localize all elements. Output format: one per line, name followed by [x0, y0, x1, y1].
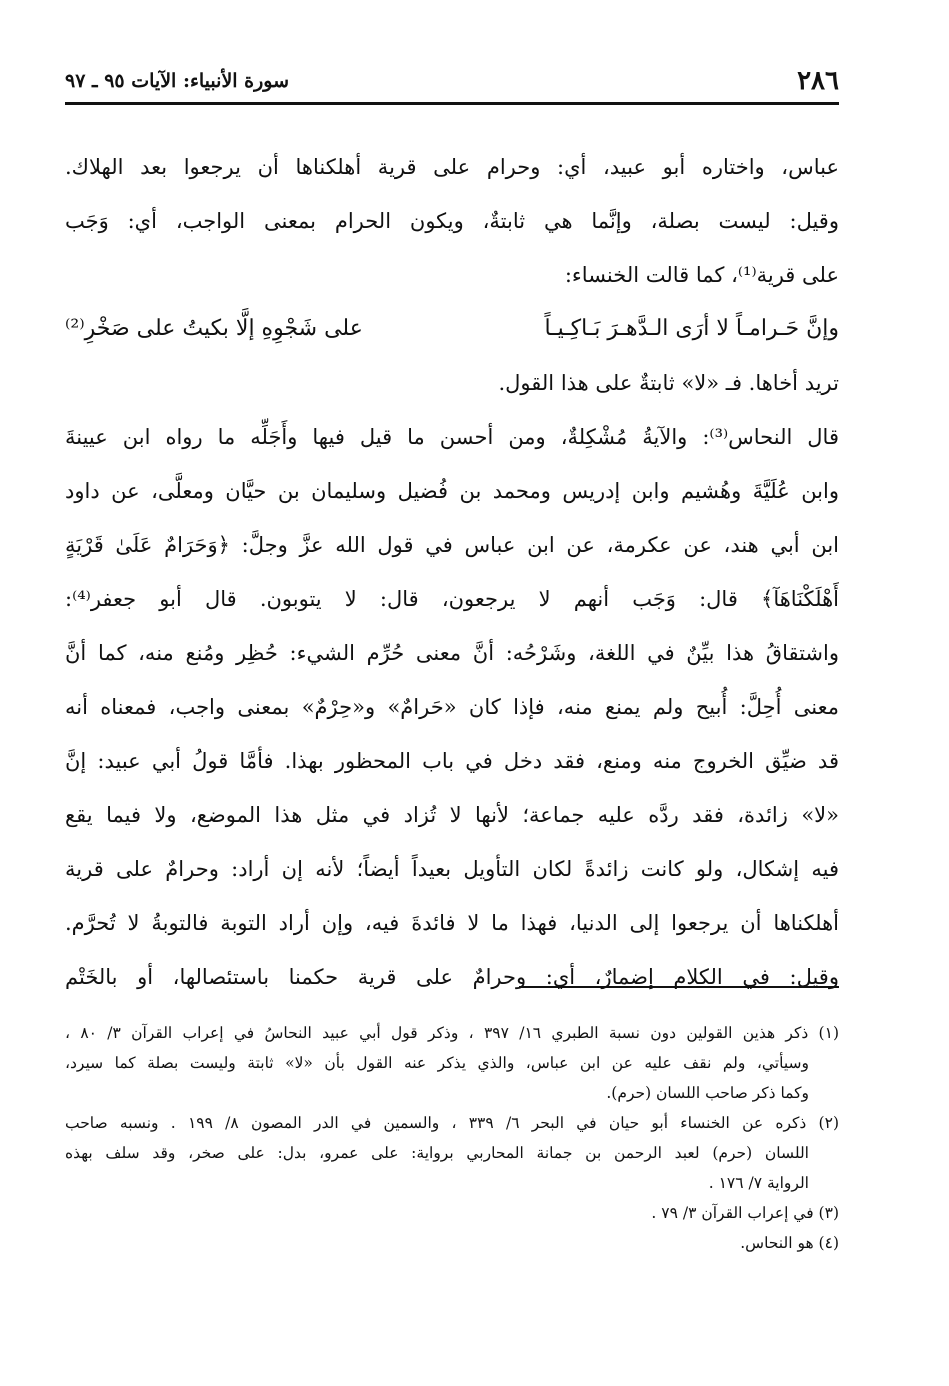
page-header: [65, 62, 839, 105]
footnote-separator: [519, 986, 839, 988]
footnote-line: (٣) في إعراب القرآن ٣/ ٧٩ .: [651, 1204, 839, 1222]
text-line: معنى أُحِلَّ: أُبيح ولم يمنع منه، فإذا كان «حَرامٌ» و«حِرْمٌ» بمعنى واجب، فمعناه أنه: [65, 695, 839, 719]
text-line: عباس، واختاره أبو عبيد، أي: وحرام على قرية أهلكناها أن يرجعوا بعد الهلاك.: [65, 155, 839, 179]
footnote-line: اللسان (حرم) لعبد الرحمن بن جمانة المحاربي برواية: على عمرو، بدل: على صخر، وقد سلف بهذه: [65, 1144, 809, 1162]
text-line: واشتقاقُ هذا بيِّنٌ في اللغة، وشَرْحُه: أنَّ معنى حُرِّم الشيء: حُظِر ومُنع منه، كما أنَّ: [65, 641, 839, 665]
text-line: وقيل: ليست بصلة، وإنَّما هي ثابتةٌ، ويكون الحرام بمعنى الواجب، أي: وَجَب: [65, 209, 839, 233]
verse-second-hemistich: على شَجْوِهِ إلَّا بكيتُ على صَخْرِ⁽²⁾: [65, 316, 363, 341]
text-line: فيه إشكال، ولو كانت زائدةً لكان التأويل بعيداً أيضاً؛ لأنه إن أراد: وحرامٌ على قرية: [65, 857, 839, 881]
text-line: وابن عُلَيَّةَ وهُشيم وابن إدريس ومحمد بن فُضيل وسليمان بن حيَّان ومعلَّى، عن داود: [65, 479, 839, 503]
footnote-line: وسيأتي، ولم نقف عليه عن ابن عباس، والذي يذكر عنه القول بأن «لا» ثابتة وليست بصلة كما سيرد،: [65, 1054, 809, 1072]
footnote-1: [65, 1018, 839, 1108]
main-text: [65, 140, 839, 1004]
footnote-4: [65, 1228, 839, 1258]
text-line: قد ضيِّق الخروج منه ومنع، فقد دخل في باب المحظور بهذا. فأمَّا قولُ أبي عبيد: إنَّ: [65, 749, 839, 773]
text-line: «لا» زائدة، فقد ردَّه عليه جماعة؛ لأنها لا تُزاد في مثل هذا الموضع، ولا فيما يقع: [65, 803, 839, 827]
text-line: أَهْلَكْنَاهَآ﴾ قال: وَجَب أنهم لا يرجعون، قال: لا يتوبون. قال أبو جعفر⁽⁴⁾:: [65, 587, 839, 611]
text-line: قال النحاس⁽³⁾: والآيةُ مُشْكِلةٌ، ومن أحسن ما قيل فيها وأَجَلِّه ما رواه ابن عيينةَ: [65, 425, 839, 449]
text-line: أهلكناها أن يرجعوا إلى الدنيا، فهذا ما لا فائدةَ فيه، وإن أراد التوبة فالتوبةُ لا تُحرَّم.: [65, 911, 839, 935]
footnotes: [65, 1018, 839, 1258]
text-line: ابن أبي هند، عن عكرمة، عن ابن عباس في قول الله عزَّ وجلَّ: ﴿وَحَرَامٌ عَلَىٰ قَرْيَةٍ: [65, 533, 839, 557]
text-line: وقيل: في الكلام إضمارٌ، أي: وحرامٌ على قرية حكمنا باستئصالها، أو بالخَتْم: [65, 965, 839, 989]
footnote-3: [65, 1198, 839, 1228]
footnote-line: (٢) ذكره عن الخنساء أبو حيان في البحر ٦/ ٣٣٩ ، والسمين في الدر المصون ٨/ ١٩٩ . ونسبه صاحب: [65, 1114, 839, 1132]
footnote-line: وكما ذكر صاحب اللسان (حرم).: [606, 1084, 809, 1102]
footnote-line: (١) ذكر هذين القولين دون نسبة الطبري ١٦/ ٣٩٧ ، وذكر قول أبي عبيد النحاسُ في إعراب القرآن ٣/ ٨٠ ،: [65, 1024, 839, 1042]
footnote-line: (٤) هو النحاس.: [740, 1234, 839, 1252]
verse-first-hemistich: وإنَّ حَـرامـاً لا أرَى الـدَّهـرَ بَـاكِـيـاً: [544, 316, 839, 341]
footnote-line: الرواية ٧/ ١٧٦ .: [708, 1174, 809, 1192]
page-number: ٢٨٦: [797, 66, 839, 96]
text-line: على قرية⁽¹⁾، كما قالت الخنساء:: [564, 263, 839, 287]
poetry-verse: [65, 302, 839, 356]
footnote-2: [65, 1108, 839, 1198]
text-line: تريد أخاها. فـ «لا» ثابتةٌ على هذا القول.: [498, 371, 839, 395]
running-title: سورة الأنبياء: الآيات ٩٥ ـ ٩٧: [65, 70, 290, 92]
